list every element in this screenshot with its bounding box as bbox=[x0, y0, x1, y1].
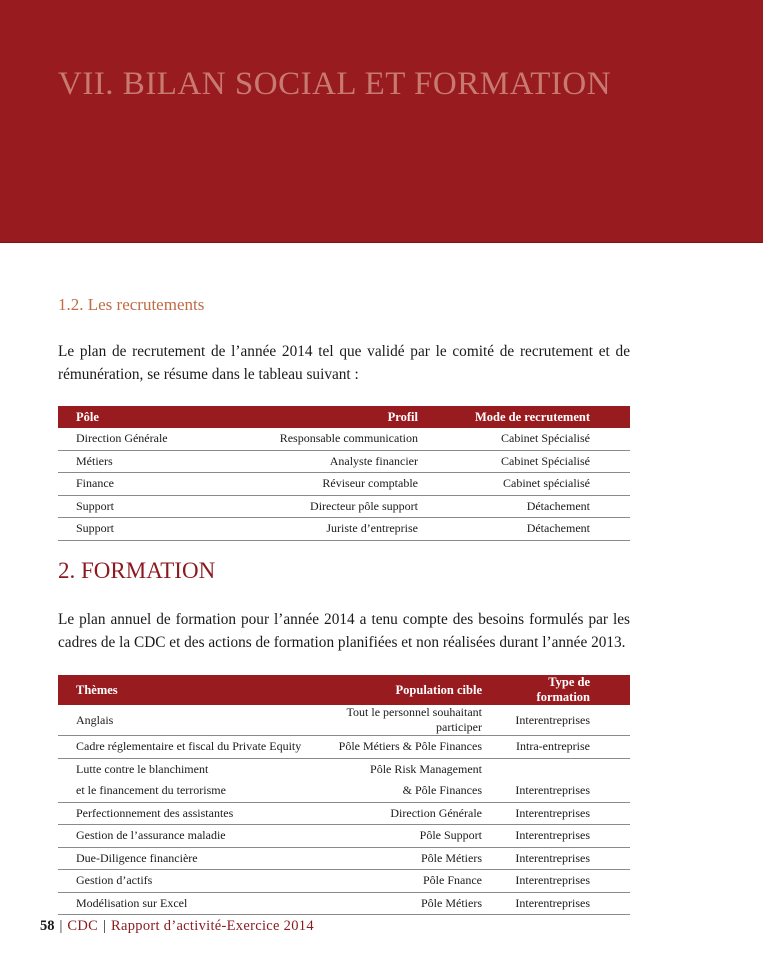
cell-theme: Due-Diligence financière bbox=[58, 847, 306, 870]
table-row bbox=[58, 428, 630, 450]
table-row bbox=[58, 736, 630, 759]
cell-pole: Direction Générale bbox=[58, 428, 206, 450]
cell-type: Interentreprises bbox=[494, 705, 630, 736]
column-header-population: Population cible bbox=[306, 675, 494, 705]
page-number: 58 bbox=[40, 918, 55, 934]
table-row bbox=[58, 892, 630, 915]
cell-population: Direction Générale bbox=[306, 802, 494, 825]
cell-mode: Cabinet spécialisé bbox=[418, 473, 630, 496]
cell-mode: Détachement bbox=[418, 518, 630, 541]
cell-mode: Cabinet Spécialisé bbox=[418, 428, 630, 450]
cell-population: Pôle Support bbox=[306, 825, 494, 848]
cell-population: Pôle Fnance bbox=[306, 870, 494, 893]
table-row bbox=[58, 518, 630, 541]
cell-pole: Finance bbox=[58, 473, 206, 496]
cell-mode: Cabinet Spécialisé bbox=[418, 450, 630, 473]
cell-profil: Réviseur comptable bbox=[206, 473, 418, 496]
cell-type: Intra-entreprise bbox=[494, 736, 630, 759]
formation-intro: Le plan annuel de formation pour l’année 2014 a tenu compte des besoins formulés par les cadres de la CDC et des actions de formation planifiées et non réalisées durant l’année 2013. bbox=[58, 611, 630, 651]
cell-pole: Support bbox=[58, 495, 206, 518]
cell-theme: Lutte contre le blanchiment bbox=[76, 761, 209, 776]
recruitment-heading: 1.2. Les recrutements bbox=[58, 295, 205, 314]
chapter-title: VII. BILAN SOCIAL ET FORMATION bbox=[58, 66, 612, 102]
cell-pole: Métiers bbox=[58, 450, 206, 473]
table-row bbox=[58, 758, 630, 780]
cell-type bbox=[494, 758, 630, 780]
cell-type: Interentreprises bbox=[494, 802, 630, 825]
footer-org: CDC bbox=[67, 918, 99, 934]
footer-report-title: Rapport d’activité-Exercice 2014 bbox=[111, 918, 314, 934]
table-header-row bbox=[58, 406, 630, 428]
cell-theme: et le financement du terrorisme bbox=[58, 780, 306, 802]
table-row bbox=[58, 825, 630, 848]
cell-profil: Juriste d’entreprise bbox=[206, 518, 418, 541]
cell-profil: Responsable communication bbox=[206, 428, 418, 450]
column-header-type: Type de formation bbox=[494, 675, 630, 705]
table-row bbox=[58, 780, 630, 802]
cell-population: Pôle Métiers & Pôle Finances bbox=[306, 736, 494, 759]
cell-theme: Perfectionnement des assistantes bbox=[58, 802, 306, 825]
cell-type: Interentreprises bbox=[494, 780, 630, 802]
cell-type: Interentreprises bbox=[494, 847, 630, 870]
cell-type: Interentreprises bbox=[494, 892, 630, 915]
table-row bbox=[58, 802, 630, 825]
table-row bbox=[58, 847, 630, 870]
table-row bbox=[58, 870, 630, 893]
recruitment-intro: Le plan de recrutement de l’année 2014 tel que validé par le comité de recrutement et de rémunération, se résume dans le tableau suivant : bbox=[58, 343, 630, 383]
column-header-pole: Pôle bbox=[58, 406, 206, 428]
cell-theme: Cadre réglementaire et fiscal du Private Equity bbox=[58, 736, 306, 759]
cell-theme: Gestion de l’assurance maladie bbox=[58, 825, 306, 848]
cell-theme: Anglais bbox=[58, 705, 306, 736]
recruitment-table bbox=[58, 406, 630, 541]
formation-heading: 2. FORMATION bbox=[58, 558, 216, 583]
cell-mode: Détachement bbox=[418, 495, 630, 518]
table-row bbox=[58, 473, 630, 496]
cell-population: Pôle Métiers bbox=[306, 892, 494, 915]
table-row bbox=[58, 495, 630, 518]
table-row bbox=[58, 450, 630, 473]
cell-theme: Gestion d’actifs bbox=[58, 870, 306, 893]
cell-population: Pôle Métiers bbox=[306, 847, 494, 870]
cell-type: Interentreprises bbox=[494, 825, 630, 848]
cell-theme: Modélisation sur Excel bbox=[58, 892, 306, 915]
footer-separator: | bbox=[103, 918, 107, 934]
cell-population: & Pôle Finances bbox=[306, 780, 494, 802]
column-header-mode: Mode de recrutement bbox=[418, 406, 630, 428]
footer-separator: | bbox=[59, 918, 63, 934]
cell-pole: Support bbox=[58, 518, 206, 541]
cell-type: Interentreprises bbox=[494, 870, 630, 893]
cell-profil: Directeur pôle support bbox=[206, 495, 418, 518]
cell-profil: Analyste financier bbox=[206, 450, 418, 473]
chapter-banner bbox=[0, 0, 763, 243]
formation-table bbox=[58, 675, 630, 915]
cell-population: Pôle Risk Management bbox=[370, 761, 482, 776]
column-header-profil: Profil bbox=[206, 406, 418, 428]
table-header-row bbox=[58, 675, 630, 705]
page-footer bbox=[40, 918, 314, 935]
column-header-themes: Thèmes bbox=[58, 675, 306, 705]
cell-population: Tout le personnel souhaitant participer bbox=[306, 705, 494, 736]
table-row bbox=[58, 705, 630, 736]
